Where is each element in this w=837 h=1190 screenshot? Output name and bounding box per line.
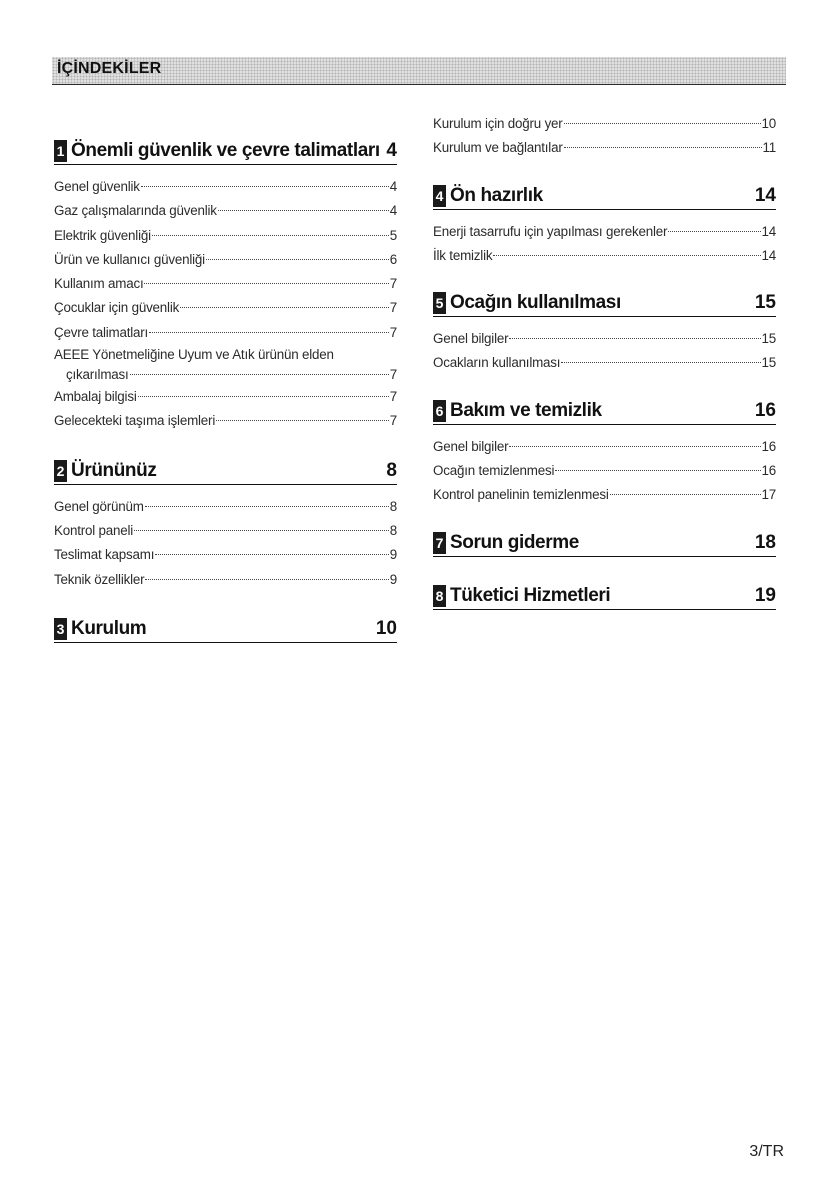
entry-page: 11: [762, 140, 776, 156]
entry-text: Gelecekteki taşıma işlemleri: [54, 413, 216, 429]
dot-leader: [152, 235, 389, 236]
toc-entry[interactable]: [54, 543, 397, 567]
entry-text: AEEE Yönetmeliğine Uyum ve Atık ürünün elden: [54, 347, 334, 363]
page-number: 3/TR: [749, 1143, 784, 1160]
toc-entry[interactable]: [54, 321, 397, 345]
entry-text: Genel bilgiler: [433, 331, 509, 347]
entry-text: Enerji tasarrufu için yapılması gerekenler: [433, 223, 668, 239]
entry-page: 4: [389, 203, 397, 219]
entry-page: 16: [761, 438, 776, 454]
dot-leader: [180, 307, 389, 308]
toc-entry[interactable]: [433, 351, 776, 375]
entry-page: 16: [761, 463, 776, 479]
toc-entry[interactable]: [54, 224, 397, 248]
entry-text: Genel güvenlik: [54, 179, 140, 194]
entry-text: İlk temizlik: [433, 247, 493, 263]
dot-leader: [509, 338, 760, 339]
section-title: Kurulum: [71, 617, 147, 639]
section-2-heading[interactable]: [54, 458, 397, 485]
toc-entry[interactable]: [433, 483, 776, 507]
dot-leader: [134, 530, 389, 531]
section-page: 16: [754, 399, 776, 421]
entry-page: 4: [389, 179, 397, 194]
dot-leader: [145, 506, 389, 507]
section-6-heading[interactable]: [433, 398, 776, 425]
entry-page: 7: [389, 300, 397, 316]
dot-leader: [555, 470, 760, 471]
section-4-heading[interactable]: [433, 183, 776, 210]
entry-text: Ürün ve kullanıcı güvenliği: [54, 251, 205, 267]
entry-page: 14: [761, 247, 776, 263]
toc-entry[interactable]: [433, 327, 776, 351]
dot-leader: [141, 186, 389, 187]
entry-page: 9: [389, 571, 397, 587]
dot-leader: [493, 255, 760, 256]
section-page: 4: [386, 140, 397, 161]
entry-page: 7: [389, 324, 397, 340]
toc-entry[interactable]: [54, 519, 397, 543]
section-3-heading[interactable]: [54, 616, 397, 643]
toc-entry[interactable]: [433, 220, 776, 244]
section-number-badge: 4: [433, 185, 446, 207]
section-page: 15: [754, 292, 776, 314]
entry-text: Teknik özellikler: [54, 571, 145, 587]
dot-leader: [130, 374, 389, 375]
dot-leader: [564, 147, 762, 148]
section-number-badge: 8: [433, 585, 446, 607]
entry-text: Kurulum ve bağlantılar: [433, 140, 563, 156]
entry-text: Ocağın temizlenmesi: [433, 463, 555, 479]
dot-leader: [668, 231, 760, 232]
section-number-badge: 2: [54, 460, 67, 482]
section-page: 18: [754, 531, 776, 553]
section-number-badge: 5: [433, 292, 446, 314]
section-number-badge: 7: [433, 532, 446, 554]
entry-page: 7: [389, 413, 397, 429]
entry-page: 14: [761, 223, 776, 239]
entry-text: Genel görünüm: [54, 498, 144, 514]
dot-leader: [561, 362, 760, 363]
section-page: 10: [375, 617, 397, 639]
entry-text: Kullanım amacı: [54, 276, 144, 292]
entry-text: Ocakların kullanılması: [433, 355, 561, 371]
entry-page: 7: [389, 389, 397, 405]
section-1-heading[interactable]: [54, 138, 397, 165]
toc-entry[interactable]: [433, 459, 776, 483]
toc-entry[interactable]: [433, 435, 776, 459]
section-title: Önemli güvenlik ve çevre talimatları: [71, 140, 380, 161]
entry-page: 6: [389, 251, 397, 267]
toc-header-band: [52, 57, 786, 85]
toc-entry[interactable]: [54, 248, 397, 272]
section-number-badge: 3: [54, 618, 67, 640]
section-page: 19: [754, 584, 776, 606]
entry-page: 5: [389, 227, 397, 243]
toc-entry[interactable]: [433, 244, 776, 268]
entry-text: Kurulum için doğru yer: [433, 116, 563, 131]
entry-text: Çocuklar için güvenlik: [54, 300, 180, 316]
toc-left-column: [54, 138, 397, 653]
entry-text: Elektrik güvenliği: [54, 227, 151, 243]
toc-entry[interactable]: [54, 495, 397, 519]
entry-text: Gaz çalışmalarında güvenlik: [54, 203, 217, 219]
section-number-badge: 1: [54, 140, 67, 162]
dot-leader: [145, 579, 388, 580]
section-title: Tüketici Hizmetleri: [450, 584, 611, 606]
section-title: Ön hazırlık: [450, 184, 543, 206]
toc-entry[interactable]: [54, 296, 397, 320]
entry-page: 8: [389, 522, 397, 538]
entry-text: Genel bilgiler: [433, 438, 509, 454]
dot-leader: [218, 210, 389, 211]
toc-entry[interactable]: [433, 112, 776, 136]
entry-page: 15: [761, 355, 776, 371]
dot-leader: [216, 420, 389, 421]
entry-text: Kontrol panelinin temizlenmesi: [433, 487, 609, 503]
entry-page: 7: [389, 276, 397, 292]
section-7-heading[interactable]: [433, 530, 776, 557]
dot-leader: [564, 123, 761, 124]
section-title: Ocağın kullanılması: [450, 292, 621, 314]
dot-leader: [206, 259, 389, 260]
toc-title: İÇİNDEKİLER: [57, 60, 162, 77]
dot-leader: [610, 494, 761, 495]
section-title: Ürününüz: [71, 459, 157, 481]
toc-entry-multiline[interactable]: [54, 345, 397, 385]
section-number-badge: 6: [433, 400, 446, 422]
entry-text: Teslimat kapsamı: [54, 547, 155, 563]
section-page: 14: [754, 184, 776, 206]
entry-text: Ambalaj bilgisi: [54, 389, 137, 405]
section-title: Sorun giderme: [450, 531, 579, 553]
dot-leader: [144, 283, 388, 284]
entry-page: 15: [761, 331, 776, 347]
toc-entry[interactable]: [54, 409, 397, 433]
toc-entry[interactable]: [54, 199, 397, 223]
dot-leader: [155, 554, 389, 555]
entry-page: 7: [389, 367, 397, 383]
toc-entry[interactable]: [54, 568, 397, 592]
entry-page: 8: [389, 498, 397, 514]
section-8-heading[interactable]: [433, 583, 776, 610]
entry-text: çıkarılması: [66, 367, 129, 383]
entry-page: 9: [389, 547, 397, 563]
entry-page: 17: [761, 487, 776, 503]
toc-entry[interactable]: [54, 385, 397, 409]
section-5-heading[interactable]: [433, 290, 776, 317]
toc-entry[interactable]: [54, 272, 397, 296]
dot-leader: [138, 396, 389, 397]
toc-entry[interactable]: [433, 136, 776, 160]
toc-entry-continuation: [54, 365, 397, 385]
dot-leader: [149, 332, 389, 333]
entry-text: Çevre talimatları: [54, 324, 149, 340]
section-page: 8: [386, 459, 397, 481]
toc-right-column: [433, 112, 776, 620]
toc-entry[interactable]: [54, 175, 397, 199]
entry-text: Kontrol paneli: [54, 522, 134, 538]
section-title: Bakım ve temizlik: [450, 399, 602, 421]
dot-leader: [509, 446, 760, 447]
entry-page: 10: [761, 116, 776, 131]
